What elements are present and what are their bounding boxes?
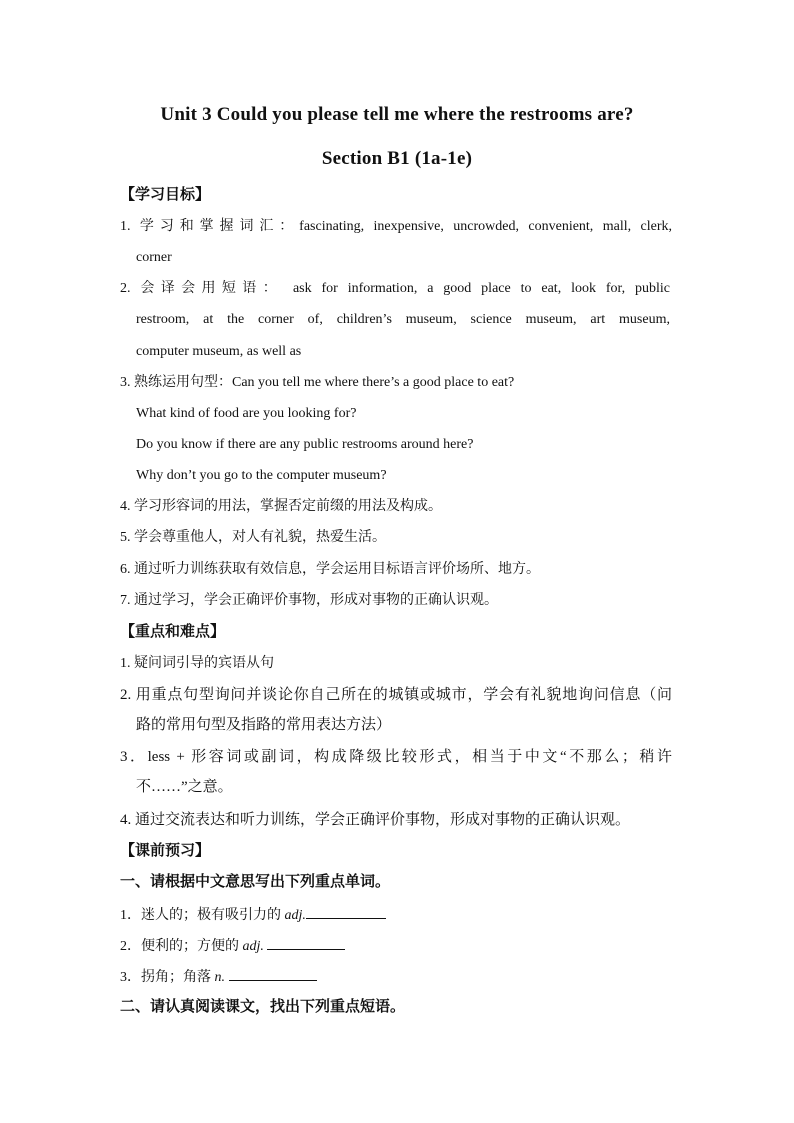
word-item-3-pos: n.: [214, 970, 225, 985]
objective-3-line-2: What kind of food are you looking for?: [136, 406, 357, 421]
key-point-3-line-2: 不……”之意。: [136, 779, 233, 795]
objective-2-line-2: restroom, at the corner of, children’s museum, science museum, art museum,: [136, 312, 670, 327]
objective-3-line-1: 3. 熟练运用句型：Can you tell me where there’s a good place to eat?: [120, 375, 515, 390]
section-heading-objectives: 【学习目标】: [120, 187, 211, 203]
key-point-1: 1. 疑问词引导的宾语从句: [120, 656, 274, 671]
objective-6: 6. 通过听力训练获取有效信息，学会运用目标语言评价场所、地方。: [120, 562, 540, 577]
word-item-1-pos: adj.: [284, 908, 306, 923]
word-item-3: [120, 966, 317, 987]
page-subtitle: Section B1 (1a-1e): [321, 148, 473, 169]
preview-part-2-heading: 二、请认真阅读课文，找出下列重点短语。: [120, 999, 406, 1015]
key-point-4: 4. 通过交流表达和听力训练，学会正确评价事物，形成对事物的正确认识观。: [120, 812, 631, 828]
objective-2-line-1: 2. 会译会用短语： ask for information, a good place to eat, look for, public: [120, 281, 670, 296]
word-item-1: [120, 904, 386, 925]
section-heading-preview: 【课前预习】: [120, 843, 211, 859]
objective-3-line-4: Why don’t you go to the computer museum?: [136, 468, 387, 483]
word-item-2: [120, 935, 345, 956]
objective-2-line-3: computer museum, as well as: [136, 344, 302, 359]
section-heading-key-points: 【重点和难点】: [120, 624, 226, 640]
objective-4: 4. 学习形容词的用法，掌握否定前缀的用法及构成。: [120, 499, 442, 514]
key-point-2-line-1: 2. 用重点句型询问并谈论你自己所在的城镇或城市，学会有礼貌地询问信息（问: [120, 687, 672, 703]
objective-1-line-2: corner: [136, 250, 172, 265]
word-item-3-answer-blank[interactable]: [229, 966, 317, 981]
word-item-2-pos: adj.: [242, 939, 264, 954]
objective-3-line-3: Do you know if there are any public restrooms around here?: [136, 437, 474, 452]
word-item-1-answer-blank[interactable]: [306, 904, 386, 919]
preview-part-1-heading: 一、请根据中文意思写出下列重点单词。: [120, 874, 391, 890]
objective-5: 5. 学会尊重他人，对人有礼貌，热爱生活。: [120, 530, 386, 545]
key-point-2-line-2: 路的常用句型及指路的常用表达方法）: [136, 717, 392, 733]
page-title: Unit 3 Could you please tell me where the restrooms are?: [160, 104, 634, 125]
key-point-3-line-1: 3．less + 形容词或副词，构成降级比较形式，相当于中文“不那么；稍许: [120, 749, 672, 765]
objective-7: 7. 通过学习，学会正确评价事物，形成对事物的正确认识观。: [120, 593, 498, 608]
word-item-1-prompt: 1．迷人的；极有吸引力的: [120, 908, 285, 923]
word-item-2-answer-blank[interactable]: [267, 935, 345, 950]
word-item-2-prompt: 2．便利的；方便的: [120, 939, 243, 954]
objective-1-line-1: 1. 学习和掌握词汇：fascinating, inexpensive, uncrowded, convenient, mall, clerk,: [120, 219, 672, 234]
word-item-3-prompt: 3．拐角；角落: [120, 970, 215, 985]
